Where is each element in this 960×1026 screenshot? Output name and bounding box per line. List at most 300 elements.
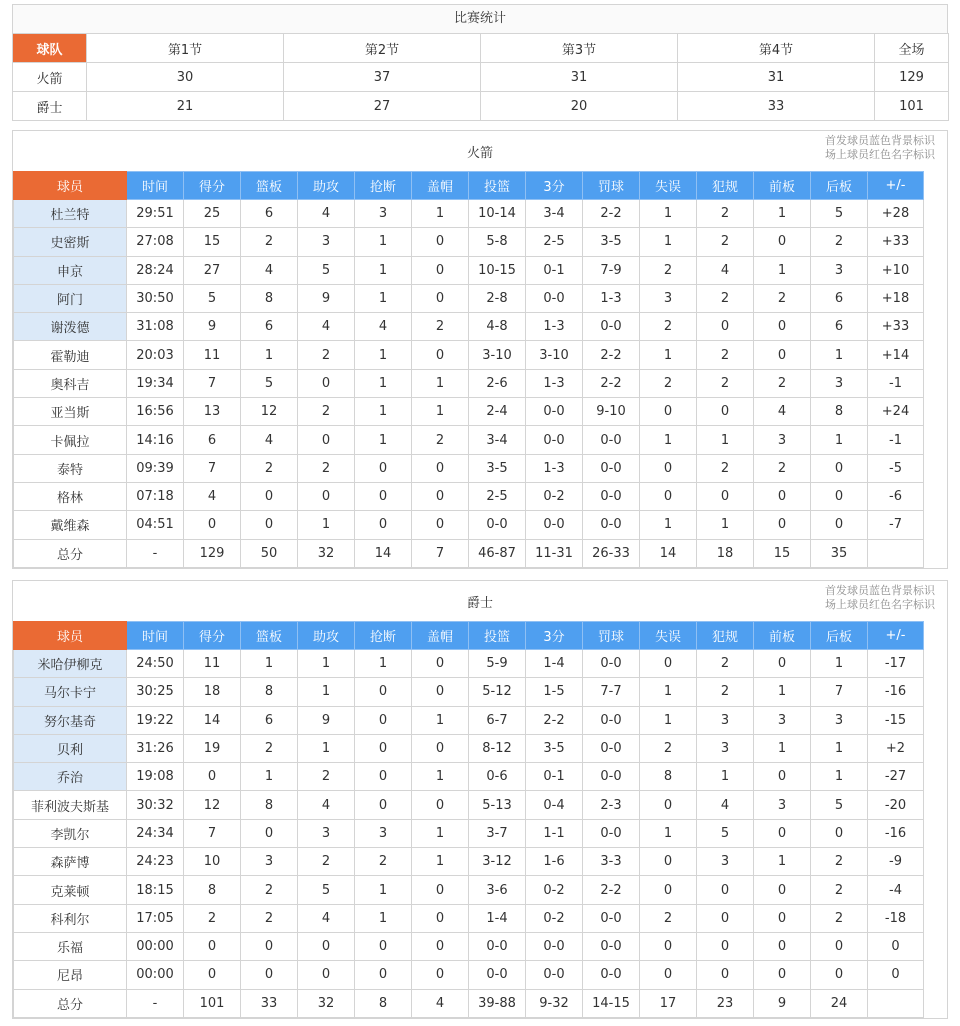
stat-cell: 13 — [184, 398, 241, 426]
stat-cell: 18 — [184, 678, 241, 706]
player-name[interactable]: 科利尔 — [14, 904, 127, 932]
stat-cell: 9 — [298, 706, 355, 734]
stat-cell: 0 — [298, 426, 355, 454]
stat-cell: 1-4 — [469, 904, 526, 932]
total-cell: 9 — [754, 989, 811, 1017]
stat-cell: 30:25 — [127, 678, 184, 706]
stat-cell: 0-0 — [469, 932, 526, 960]
stat-cell: 8 — [640, 763, 697, 791]
stat-cell: 2-5 — [526, 228, 583, 256]
stat-cell: 0-0 — [583, 932, 640, 960]
stat-column-header[interactable]: 后板 — [811, 172, 868, 200]
stat-cell: 2 — [640, 256, 697, 284]
stat-cell: 0 — [811, 932, 868, 960]
player-name[interactable]: 奥科吉 — [14, 369, 127, 397]
stat-cell: 5 — [184, 284, 241, 312]
stat-cell: 3 — [697, 706, 754, 734]
stat-cell: 8-12 — [469, 734, 526, 762]
stat-cell: -5 — [868, 454, 924, 482]
stat-cell: 1 — [640, 426, 697, 454]
stat-cell: 0 — [811, 482, 868, 510]
player-row — [14, 763, 924, 791]
stat-cell: 1 — [355, 341, 412, 369]
stat-cell: 0 — [811, 961, 868, 989]
player-name[interactable]: 阿门 — [14, 284, 127, 312]
stat-cell: 0 — [298, 369, 355, 397]
stat-cell: 28:24 — [127, 256, 184, 284]
stat-cell: 0-0 — [526, 284, 583, 312]
total-cell: 8 — [355, 989, 412, 1017]
stat-cell: 0 — [241, 819, 298, 847]
stat-cell: +2 — [868, 734, 924, 762]
stat-cell: 1 — [298, 734, 355, 762]
period-header: 第1节 — [87, 34, 284, 63]
stat-cell: 0 — [754, 482, 811, 510]
stat-cell: 1-5 — [526, 678, 583, 706]
stat-column-header[interactable]: 罚球 — [583, 172, 640, 200]
stat-column-header[interactable]: 篮板 — [241, 172, 298, 200]
stat-cell: 0 — [355, 706, 412, 734]
stat-cell: 0-0 — [583, 650, 640, 678]
stat-column-header[interactable]: 犯规 — [697, 172, 754, 200]
stat-column-header[interactable]: 后板 — [811, 622, 868, 650]
stat-cell: 6-7 — [469, 706, 526, 734]
stat-cell: 0-0 — [526, 932, 583, 960]
player-row — [14, 398, 924, 426]
player-row — [14, 848, 924, 876]
total-cell: 26-33 — [583, 539, 640, 567]
total-cell: 23 — [697, 989, 754, 1017]
stat-cell: 7 — [184, 819, 241, 847]
team-name: 火箭 — [13, 63, 87, 92]
stat-column-header[interactable]: +/- — [868, 172, 924, 200]
stat-cell: -18 — [868, 904, 924, 932]
total-cell: 32 — [298, 539, 355, 567]
stat-cell: 0-1 — [526, 763, 583, 791]
stat-cell: -20 — [868, 791, 924, 819]
stat-cell: 5-9 — [469, 650, 526, 678]
stat-cell: 0 — [241, 961, 298, 989]
player-row — [14, 454, 924, 482]
stat-cell: +28 — [868, 200, 924, 228]
stat-cell: +18 — [868, 284, 924, 312]
player-row — [14, 200, 924, 228]
stat-cell: 3 — [754, 791, 811, 819]
stat-cell: 4 — [754, 398, 811, 426]
stat-cell: 00:00 — [127, 932, 184, 960]
stat-cell: 0 — [754, 932, 811, 960]
score-header-row — [13, 34, 949, 63]
stat-cell: 0 — [754, 313, 811, 341]
stat-cell: 0 — [412, 650, 469, 678]
stat-cell: 2 — [355, 848, 412, 876]
stat-cell: 6 — [811, 313, 868, 341]
stat-cell: 2 — [811, 876, 868, 904]
stat-cell: 1 — [412, 398, 469, 426]
stat-cell: 0 — [355, 511, 412, 539]
stat-cell: 5 — [298, 876, 355, 904]
stat-cell: 2 — [697, 678, 754, 706]
stat-column-header[interactable]: 投篮 — [469, 622, 526, 650]
stat-cell: 0 — [412, 256, 469, 284]
total-cell: 14 — [640, 539, 697, 567]
team-title: 火箭 — [466, 146, 493, 161]
stat-column-header[interactable]: 投篮 — [469, 172, 526, 200]
stat-cell: 29:51 — [127, 200, 184, 228]
stat-cell: 2 — [298, 848, 355, 876]
stat-cell: -9 — [868, 848, 924, 876]
stat-cell: +10 — [868, 256, 924, 284]
stat-cell: 2 — [412, 313, 469, 341]
stat-cell: 3-4 — [526, 200, 583, 228]
stat-cell: -15 — [868, 706, 924, 734]
stat-column-header[interactable]: 时间 — [127, 172, 184, 200]
stat-cell: 2-2 — [526, 706, 583, 734]
stat-column-header[interactable]: 前板 — [754, 622, 811, 650]
team-title: 爵士 — [466, 596, 493, 611]
stat-cell: -17 — [868, 650, 924, 678]
stat-column-header[interactable]: 犯规 — [697, 622, 754, 650]
total-cell: 101 — [184, 989, 241, 1017]
player-name[interactable]: 杜兰特 — [14, 200, 127, 228]
stat-cell: 1-4 — [526, 650, 583, 678]
stat-column-header[interactable]: 盖帽 — [412, 172, 469, 200]
stat-cell: 1 — [811, 763, 868, 791]
period-score: 21 — [87, 92, 284, 121]
stat-cell: 2-6 — [469, 369, 526, 397]
stat-cell: 30:50 — [127, 284, 184, 312]
stat-cell: -16 — [868, 678, 924, 706]
stat-column-header[interactable]: 得分 — [184, 622, 241, 650]
score-summary-title: 比赛统计 — [12, 4, 948, 33]
stat-cell: 1 — [412, 763, 469, 791]
total-cell: 14 — [355, 539, 412, 567]
stat-cell: 5 — [298, 256, 355, 284]
stat-cell: 1 — [298, 650, 355, 678]
totals-row — [14, 989, 924, 1017]
stat-cell: 0-0 — [526, 511, 583, 539]
stat-cell: 1 — [811, 650, 868, 678]
stat-column-header[interactable]: 篮板 — [241, 622, 298, 650]
stat-column-header[interactable]: 前板 — [754, 172, 811, 200]
total-cell: - — [127, 989, 184, 1017]
player-column-header[interactable]: 球员 — [14, 622, 127, 650]
stat-cell: 1 — [355, 876, 412, 904]
period-score: 27 — [284, 92, 481, 121]
stat-cell: 7 — [811, 678, 868, 706]
stat-cell: 1 — [355, 284, 412, 312]
player-name[interactable]: 贝利 — [14, 734, 127, 762]
player-name[interactable]: 乐福 — [14, 932, 127, 960]
stat-column-header[interactable]: 3分 — [526, 622, 583, 650]
stat-cell: 0-0 — [583, 734, 640, 762]
stat-cell: 7 — [184, 369, 241, 397]
total-cell: 24 — [811, 989, 868, 1017]
stat-cell: 2 — [697, 228, 754, 256]
stat-cell: 2 — [754, 284, 811, 312]
stat-cell: 7-7 — [583, 678, 640, 706]
stat-column-header[interactable]: 抢断 — [355, 172, 412, 200]
total-cell: 32 — [298, 989, 355, 1017]
stat-column-header[interactable]: 3分 — [526, 172, 583, 200]
stat-column-header[interactable]: 盖帽 — [412, 622, 469, 650]
stat-cell: 0-0 — [583, 706, 640, 734]
stat-cell: 2 — [640, 904, 697, 932]
stat-cell: 3 — [754, 706, 811, 734]
player-row — [14, 284, 924, 312]
stat-cell: 6 — [811, 284, 868, 312]
stat-column-header[interactable]: +/- — [868, 622, 924, 650]
stat-cell: 4 — [184, 482, 241, 510]
stat-cell: 0-2 — [526, 904, 583, 932]
stat-cell: 0 — [412, 341, 469, 369]
stat-cell: 1 — [754, 848, 811, 876]
stat-cell: 14 — [184, 706, 241, 734]
stat-cell: 3-10 — [469, 341, 526, 369]
stat-cell: 1 — [355, 398, 412, 426]
total-cell: 33 — [241, 989, 298, 1017]
stat-cell: 10 — [184, 848, 241, 876]
player-name[interactable]: 李凯尔 — [14, 819, 127, 847]
stat-cell: 2 — [754, 454, 811, 482]
stat-cell: 31:08 — [127, 313, 184, 341]
stat-cell: 7 — [184, 454, 241, 482]
stat-cell: 1 — [241, 763, 298, 791]
stat-cell: 1 — [640, 706, 697, 734]
stat-cell: 1 — [811, 734, 868, 762]
stat-cell: 5-12 — [469, 678, 526, 706]
stat-cell: 0-2 — [526, 876, 583, 904]
stat-cell: 0 — [754, 819, 811, 847]
player-column-header[interactable]: 球员 — [14, 172, 127, 200]
stat-cell: 2 — [811, 848, 868, 876]
stat-cell: 19:08 — [127, 763, 184, 791]
stat-cell: -1 — [868, 369, 924, 397]
stat-cell: 1 — [697, 763, 754, 791]
player-row — [14, 734, 924, 762]
stat-cell: 0-1 — [526, 256, 583, 284]
stat-cell: 3-3 — [583, 848, 640, 876]
stat-cell: 0 — [697, 398, 754, 426]
stat-cell: 1 — [412, 200, 469, 228]
team-name: 爵士 — [13, 92, 87, 121]
stat-cell: 12 — [184, 791, 241, 819]
stat-cell: 2-2 — [583, 876, 640, 904]
team-box-score-rockets — [12, 130, 948, 569]
stat-cell: 1 — [412, 706, 469, 734]
player-name[interactable]: 霍勒迪 — [14, 341, 127, 369]
period-score: 129 — [875, 63, 949, 92]
player-row — [14, 482, 924, 510]
player-name[interactable]: 森萨博 — [14, 848, 127, 876]
stat-cell: 0 — [697, 482, 754, 510]
score-row — [13, 63, 949, 92]
stat-column-header[interactable]: 失误 — [640, 172, 697, 200]
period-score: 31 — [678, 63, 875, 92]
stat-cell: 24:50 — [127, 650, 184, 678]
stat-cell: 8 — [241, 284, 298, 312]
stat-cell: 0 — [412, 876, 469, 904]
stat-cell: 4 — [298, 791, 355, 819]
stat-cell: 31:26 — [127, 734, 184, 762]
stat-cell: 1 — [298, 678, 355, 706]
stat-cell: 4 — [355, 313, 412, 341]
stat-column-header[interactable]: 得分 — [184, 172, 241, 200]
stat-cell: 0-0 — [583, 482, 640, 510]
stat-cell: 4 — [298, 313, 355, 341]
stat-cell: 1 — [355, 228, 412, 256]
stat-cell: 3 — [298, 228, 355, 256]
stat-cell: 5 — [241, 369, 298, 397]
stat-cell: 04:51 — [127, 511, 184, 539]
player-name[interactable]: 申京 — [14, 256, 127, 284]
stat-column-header[interactable]: 时间 — [127, 622, 184, 650]
total-cell: - — [127, 539, 184, 567]
stat-cell: 0 — [811, 511, 868, 539]
stat-cell: 11 — [184, 341, 241, 369]
stat-cell: 3-6 — [469, 876, 526, 904]
stat-cell: 1 — [298, 511, 355, 539]
stat-cell: 0 — [640, 454, 697, 482]
stat-cell: 2 — [412, 426, 469, 454]
stat-cell: 0 — [298, 961, 355, 989]
stat-cell: 18:15 — [127, 876, 184, 904]
stat-cell: 0-0 — [526, 426, 583, 454]
stat-cell: 11 — [184, 650, 241, 678]
player-name[interactable]: 努尔基奇 — [14, 706, 127, 734]
totals-label: 总分 — [14, 539, 127, 567]
stat-cell: 1 — [640, 200, 697, 228]
player-name[interactable]: 菲利波夫斯基 — [14, 791, 127, 819]
player-name[interactable]: 米哈伊柳克 — [14, 650, 127, 678]
stat-cell: 1 — [355, 650, 412, 678]
stat-cell: 1 — [412, 848, 469, 876]
player-name[interactable]: 尼昂 — [14, 961, 127, 989]
player-name[interactable]: 乔治 — [14, 763, 127, 791]
period-score: 33 — [678, 92, 875, 121]
table-header-row — [14, 622, 924, 650]
stat-cell: 0 — [241, 511, 298, 539]
stat-column-header[interactable]: 失误 — [640, 622, 697, 650]
total-cell: 11-31 — [526, 539, 583, 567]
player-name[interactable]: 谢泼德 — [14, 313, 127, 341]
stat-cell: 0 — [754, 650, 811, 678]
stat-cell: 07:18 — [127, 482, 184, 510]
stat-cell: 1 — [640, 511, 697, 539]
stat-cell: 2 — [298, 341, 355, 369]
stat-cell: 2-2 — [583, 369, 640, 397]
legend-oncourt-note: 场上球员红色名字标识 — [825, 598, 935, 611]
player-name[interactable]: 史密斯 — [14, 228, 127, 256]
score-row — [13, 92, 949, 121]
player-name[interactable]: 卡佩拉 — [14, 426, 127, 454]
stat-cell: 0 — [754, 961, 811, 989]
stat-cell: 0 — [355, 763, 412, 791]
player-name[interactable]: 马尔卡宁 — [14, 678, 127, 706]
stat-cell: 0 — [697, 961, 754, 989]
player-name[interactable]: 克莱顿 — [14, 876, 127, 904]
stat-cell: -7 — [868, 511, 924, 539]
period-header: 全场 — [875, 34, 949, 63]
stat-cell: 0-0 — [583, 763, 640, 791]
table-header-row — [14, 172, 924, 200]
stat-cell: 1 — [355, 904, 412, 932]
stat-cell: 1-3 — [583, 284, 640, 312]
stat-cell: 2 — [241, 904, 298, 932]
stat-cell: 3 — [355, 200, 412, 228]
stat-cell: 19:22 — [127, 706, 184, 734]
player-row — [14, 650, 924, 678]
stat-cell: 0 — [412, 284, 469, 312]
stat-cell: 0 — [412, 482, 469, 510]
player-row — [14, 932, 924, 960]
stat-cell: 0 — [754, 511, 811, 539]
stat-cell: 1 — [640, 228, 697, 256]
stat-cell: 0 — [355, 454, 412, 482]
stat-cell: 2 — [697, 454, 754, 482]
player-name[interactable]: 亚当斯 — [14, 398, 127, 426]
stat-cell: 0 — [754, 228, 811, 256]
player-row — [14, 791, 924, 819]
stat-cell: 0 — [412, 454, 469, 482]
stat-cell: 0 — [697, 313, 754, 341]
player-name[interactable]: 泰特 — [14, 454, 127, 482]
total-cell: 50 — [241, 539, 298, 567]
stat-cell: 0 — [754, 341, 811, 369]
stat-cell: 10-14 — [469, 200, 526, 228]
stat-cell: 0 — [640, 791, 697, 819]
stat-cell: 6 — [184, 426, 241, 454]
stat-cell: 0 — [355, 482, 412, 510]
player-row — [14, 961, 924, 989]
stat-cell: 2 — [241, 876, 298, 904]
stat-cell: 1-6 — [526, 848, 583, 876]
stat-column-header[interactable]: 助攻 — [298, 172, 355, 200]
stat-cell: 0-0 — [583, 904, 640, 932]
stat-cell: 3-7 — [469, 819, 526, 847]
stat-cell: 3-5 — [583, 228, 640, 256]
stat-column-header[interactable]: 助攻 — [298, 622, 355, 650]
stat-cell: 0 — [640, 876, 697, 904]
stat-cell: 0 — [412, 791, 469, 819]
stat-cell: +33 — [868, 313, 924, 341]
player-name[interactable]: 格林 — [14, 482, 127, 510]
stat-cell: 1 — [811, 341, 868, 369]
stat-cell: 0-2 — [526, 482, 583, 510]
total-cell: 46-87 — [469, 539, 526, 567]
totals-row — [14, 539, 924, 567]
stat-column-header[interactable]: 抢断 — [355, 622, 412, 650]
stat-cell: 3 — [811, 706, 868, 734]
total-cell: 9-32 — [526, 989, 583, 1017]
stat-cell: 3-12 — [469, 848, 526, 876]
stat-cell: 0 — [184, 961, 241, 989]
stat-cell: 7-9 — [583, 256, 640, 284]
stat-cell: 0 — [697, 932, 754, 960]
player-stats-table — [13, 171, 924, 568]
stat-cell: 1 — [412, 819, 469, 847]
stat-column-header[interactable]: 罚球 — [583, 622, 640, 650]
stat-cell: 2 — [811, 904, 868, 932]
stat-cell: 2 — [241, 734, 298, 762]
stat-cell: 1 — [697, 426, 754, 454]
total-cell — [868, 989, 924, 1017]
stat-cell: -1 — [868, 426, 924, 454]
stat-cell: 1 — [754, 200, 811, 228]
player-name[interactable]: 戴维森 — [14, 511, 127, 539]
stat-cell: 3 — [697, 848, 754, 876]
stat-cell: 0-0 — [583, 426, 640, 454]
